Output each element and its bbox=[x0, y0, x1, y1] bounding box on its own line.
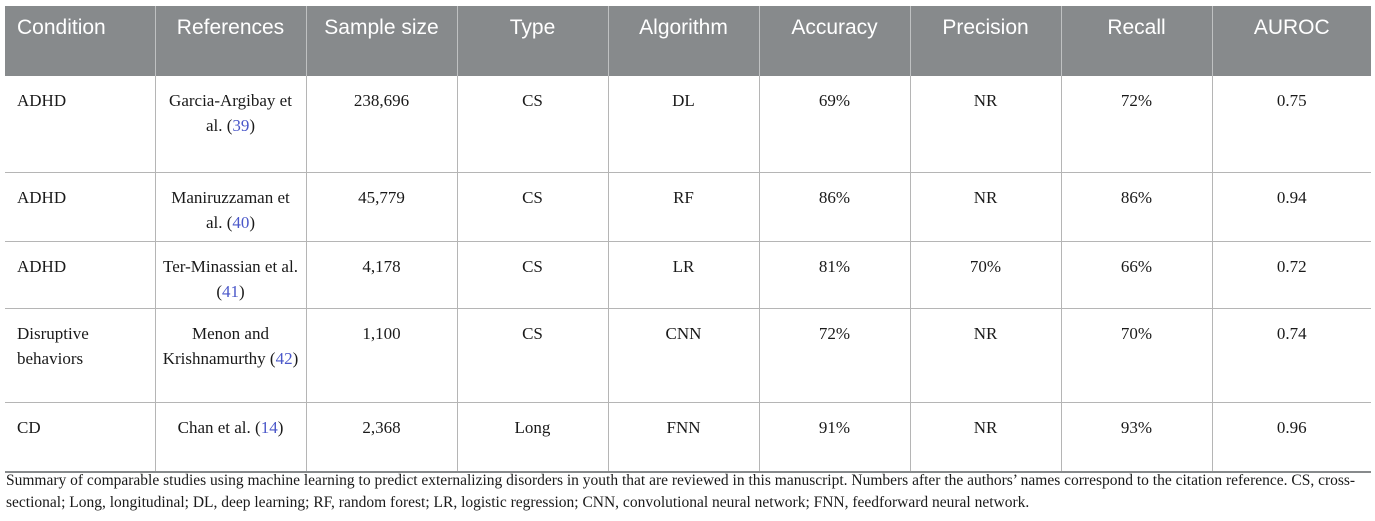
header-recall: Recall bbox=[1061, 6, 1212, 76]
cell-type: CS bbox=[457, 172, 608, 241]
cell-precision: NR bbox=[910, 172, 1061, 241]
reference-text: Garcia-Argibay et al. ( bbox=[169, 91, 292, 135]
header-references: References bbox=[155, 6, 306, 76]
cell-type: Long bbox=[457, 402, 608, 472]
header-accuracy: Accuracy bbox=[759, 6, 910, 76]
cell-type: CS bbox=[457, 308, 608, 402]
reference-close: ) bbox=[249, 116, 256, 135]
cell-type: CS bbox=[457, 241, 608, 308]
table-row bbox=[5, 172, 1371, 241]
cell-sample-size: 4,178 bbox=[306, 241, 457, 308]
cell-reference bbox=[155, 308, 306, 402]
reference-close: ) bbox=[239, 281, 245, 301]
cell-precision: NR bbox=[910, 308, 1061, 402]
cell-sample-size: 45,779 bbox=[306, 172, 457, 241]
studies-table-container bbox=[5, 6, 1371, 473]
reference-close: ) bbox=[277, 417, 284, 437]
header-condition: Condition bbox=[5, 6, 155, 76]
cell-algorithm: RF bbox=[608, 172, 759, 241]
cell-accuracy: 86% bbox=[759, 172, 910, 241]
table-footnote: Summary of comparable studies using machine learning to predict externalizing disorders in youth that are reviewed in this manuscript. Numbers after the authors’ names correspond to the citation reference. CS, cross-sectional; Long, longitudinal; DL, deep learning; RF, random forest; LR, logistic regression; CNN, convolutional neural network; FNN, feedforward neural network. bbox=[6, 472, 1356, 511]
table-header-row bbox=[5, 6, 1371, 76]
cell-precision: NR bbox=[910, 402, 1061, 472]
cell-sample-size: 238,696 bbox=[306, 76, 457, 172]
reference-text: Menon and Krishnamurthy ( bbox=[162, 323, 276, 368]
cell-auroc: 0.72 bbox=[1212, 241, 1371, 308]
cell-sample-size: 2,368 bbox=[306, 402, 457, 472]
header-precision: Precision bbox=[910, 6, 1061, 76]
cell-auroc: 0.75 bbox=[1212, 76, 1371, 172]
cell-sample-size: 1,100 bbox=[306, 308, 457, 402]
cell-accuracy: 72% bbox=[759, 308, 910, 402]
cell-precision: NR bbox=[910, 76, 1061, 172]
cell-accuracy: 91% bbox=[759, 402, 910, 472]
cell-type: CS bbox=[457, 76, 608, 172]
cell-algorithm: LR bbox=[608, 241, 759, 308]
cell-recall: 72% bbox=[1061, 76, 1212, 172]
header-sample-size: Sample size bbox=[306, 6, 457, 76]
cell-condition: ADHD bbox=[5, 241, 155, 308]
cell-auroc: 0.94 bbox=[1212, 172, 1371, 241]
citation-link[interactable]: 42 bbox=[275, 348, 293, 368]
cell-reference bbox=[155, 172, 306, 241]
cell-recall: 66% bbox=[1061, 241, 1212, 308]
cell-condition: ADHD bbox=[5, 76, 155, 172]
cell-algorithm: CNN bbox=[608, 308, 759, 402]
reference-text: Maniruzzaman et al. ( bbox=[171, 187, 290, 232]
table-row bbox=[5, 308, 1371, 402]
cell-algorithm: DL bbox=[608, 76, 759, 172]
cell-auroc: 0.96 bbox=[1212, 402, 1371, 472]
citation-link[interactable]: 41 bbox=[222, 281, 239, 301]
cell-recall: 86% bbox=[1061, 172, 1212, 241]
cell-condition: ADHD bbox=[5, 172, 155, 241]
header-algorithm: Algorithm bbox=[608, 6, 759, 76]
cell-accuracy: 81% bbox=[759, 241, 910, 308]
table-row bbox=[5, 76, 1371, 172]
cell-recall: 93% bbox=[1061, 402, 1212, 472]
cell-algorithm: FNN bbox=[608, 402, 759, 472]
citation-link[interactable]: 39 bbox=[232, 116, 250, 135]
table-row bbox=[5, 402, 1371, 472]
cell-reference bbox=[155, 402, 306, 472]
reference-text: Ter-Minassian et al. ( bbox=[163, 256, 298, 301]
cell-condition: CD bbox=[5, 402, 155, 472]
table-row bbox=[5, 241, 1371, 308]
cell-precision: 70% bbox=[910, 241, 1061, 308]
cell-auroc: 0.74 bbox=[1212, 308, 1371, 402]
header-type: Type bbox=[457, 6, 608, 76]
studies-table bbox=[5, 6, 1371, 473]
citation-link[interactable]: 14 bbox=[260, 417, 278, 437]
cell-reference bbox=[155, 241, 306, 308]
cell-reference bbox=[155, 76, 306, 172]
cell-recall: 70% bbox=[1061, 308, 1212, 402]
citation-link[interactable]: 40 bbox=[232, 212, 250, 232]
reference-close: ) bbox=[249, 212, 256, 232]
header-auroc: AUROC bbox=[1212, 6, 1371, 76]
reference-close: ) bbox=[292, 348, 299, 368]
cell-accuracy: 69% bbox=[759, 76, 910, 172]
cell-condition: Disruptive behaviors bbox=[5, 308, 155, 402]
reference-text: Chan et al. ( bbox=[177, 417, 261, 437]
